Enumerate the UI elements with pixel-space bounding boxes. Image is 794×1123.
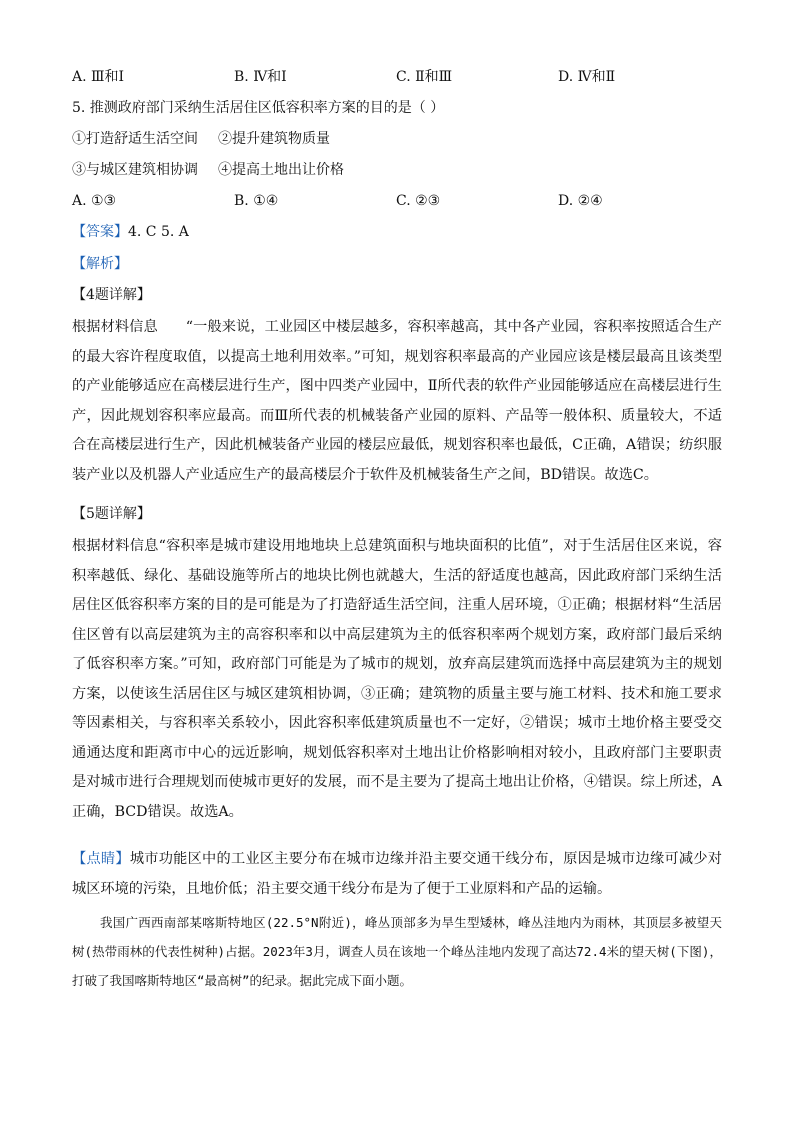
answer-line xyxy=(72,222,189,242)
analysis-tag: 【解析】 xyxy=(72,256,128,272)
q5-option-c: C. ②③ xyxy=(396,193,441,209)
q5-item-2: ②提升建筑物质量 xyxy=(218,131,330,147)
q5-detail-paragraph: 根据材料信息“容积率是城市建设用地地块上总建筑面积与地块面积的比值”，对于生活居住区来说，容积率越低、绿化、基础设施等所占的地块比例也就越大，生活的舒适度也越高，因此政府部门采纳生活居住区低容积率方案的目的是可能是为了打造舒适生活空间，注重人居环境，①正确；根据材料“生活居住区曾有以高层建筑为主的高容积率和以中高层建筑为主的低容积率两个规划方案，政府部门最后采纳了低容积率方案。”可知，政府部门可能是为了城市的规划，放弃高层建筑而选择中高层建筑为主的规划方案，以使该生活居住区与城区建筑相协调，③正确；建筑物的质量主要与施工材料、技术和施工要求等因素相关，与容积率关系较小，因此容积率低建筑质量也不一定好，②错误；城市土地价格主要受交通通达度和距离市中心的远近影响，规划低容积率对土地出让价格影响相对较小，且政府部门主要职责是对城市进行合理规划而使城市更好的发展，而不是主要为了提高土地出让价格，④错误。综上所述，A正确，BCD错误。故选A。 xyxy=(72,538,722,820)
note-text: 城市功能区中的工业区主要分布在城市边缘并沿主要交通干线分布，原因是城市边缘可减少对城区环境的污染，且地价低；沿主要交通干线分布是为了便于工业原料和产品的运输。 xyxy=(72,851,722,897)
q5-option-d: D. ②④ xyxy=(558,193,603,209)
q5-item-1: ①打造舒适生活空间 xyxy=(72,131,198,147)
answer-tag: 【答案】 xyxy=(72,224,128,240)
q4-detail-lead: 根据材料信息 xyxy=(72,319,158,335)
q5-stem: 5. 推测政府部门采纳生活居住区低容积率方案的目的是（ ） xyxy=(72,100,445,116)
q4-option-d: D. Ⅳ和Ⅱ xyxy=(558,69,616,85)
q5-option-b: B. ①④ xyxy=(234,193,279,209)
material-paragraph: 我国广西西南部某喀斯特地区(22.5°N附近)，峰丛顶部多为旱生型矮林，峰丛洼地内为雨林，其顶层多被望天树(热带雨林的代表性树种)占据。2023年3月，调查人员在该地一个峰丛洼地内发现了高达72.4米的望天树(下图)，打破了我国喀斯特地区“最高树”的纪录。据此完成下面小题。 xyxy=(72,915,722,988)
q4-option-c: C. Ⅱ和Ⅲ xyxy=(396,69,453,85)
note-tag: 【点睛】 xyxy=(72,851,130,867)
q4-detail-text: “一般来说，工业园区中楼层越多，容积率越高，其中各产业园，容积率按照适合生产的最大容许程度取值，以提高土地利用效率。”可知，规划容积率最高的产业园应该是楼层最高且该类型的产业能够适应在高楼层进行生产，图中四类产业园中，Ⅱ所代表的软件产业园能够适应在高楼层进行生产，因此规划容积率应最高。而Ⅲ所代表的机械装备产业园的原料、产品等一般体积、质量较大，不适合在高楼层进行生产，因此机械装备产业园的楼层应最低，规划容积率也最低，C正确，A错误；纺织服装产业以及机器人产业适应生产的最高楼层介于软件及机械装备生产之间，BD错误。故选C。 xyxy=(72,319,722,483)
q4-detail-paragraph xyxy=(72,313,722,490)
q5-item-4: ④提高土地出让价格 xyxy=(218,162,344,178)
note-paragraph xyxy=(72,845,722,904)
q5-option-a: A. ①③ xyxy=(72,193,117,209)
q5-detail-tag: 【5题详解】 xyxy=(72,506,151,522)
q4-option-a: A. Ⅲ和Ⅰ xyxy=(72,69,125,85)
q4-option-b: B. Ⅳ和Ⅰ xyxy=(234,69,287,85)
q5-item-3: ③与城区建筑相协调 xyxy=(72,162,198,178)
q4-detail-tag: 【4题详解】 xyxy=(72,287,151,303)
answer-text: 4. C 5. A xyxy=(128,224,189,240)
